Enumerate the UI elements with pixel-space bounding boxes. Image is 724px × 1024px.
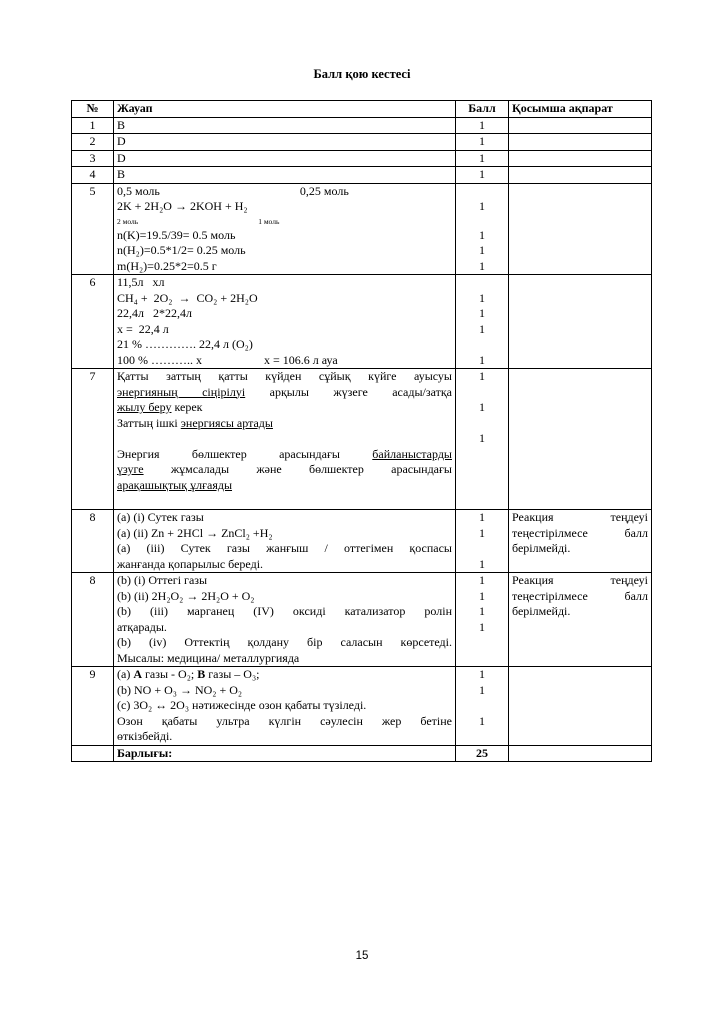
row-answer <box>114 275 456 369</box>
score-line: 1 <box>479 290 485 305</box>
answer-line: атқарады. <box>117 619 167 634</box>
page-title: Балл қою кестесі <box>313 67 411 81</box>
row-num: 6 <box>72 275 114 369</box>
score-line: 1 <box>479 556 485 571</box>
score-line: 1 <box>479 227 485 242</box>
row-score <box>456 667 509 746</box>
score-line: 1 <box>479 682 485 697</box>
answer-line <box>117 447 452 463</box>
row-answer <box>114 183 456 275</box>
answer-text: Заттың ішкі <box>117 415 181 430</box>
answer-text: жұмсалады және бөлшектер арасындағы <box>143 462 452 476</box>
answer-line: Қатты заттың қатты күйден сұйық күйге ауысуы <box>117 369 452 383</box>
row-extra <box>509 667 652 746</box>
answer-text: керек <box>171 400 203 414</box>
note-line: Реакция теңдеуі <box>512 573 648 587</box>
answer-text: энергиясы артады <box>180 415 273 430</box>
header-row <box>72 101 652 118</box>
total-score: 25 <box>456 745 509 762</box>
answer-text: B <box>197 667 206 681</box>
row-extra <box>509 150 652 167</box>
answer-text: газы – O₃; <box>205 667 260 681</box>
note-line: Реакция теңдеуі <box>512 510 648 524</box>
table-row <box>72 369 652 510</box>
row-answer <box>114 510 456 573</box>
answer-text: арақашықтық ұлғаяды <box>117 477 233 492</box>
table-row <box>72 510 652 573</box>
answer-text: 100 % ……….. х <box>117 352 202 367</box>
score-line: 1 <box>479 619 485 634</box>
row-answer: B <box>114 167 456 184</box>
total-num <box>72 745 114 762</box>
answer-line: 2K + 2H₂O → 2KOH + H₂ <box>117 199 248 213</box>
answer-line: (b) (i) Оттегі газы <box>117 573 208 587</box>
row-extra <box>509 510 652 573</box>
answer-text: 0,5 моль <box>117 183 160 198</box>
row-score <box>456 275 509 369</box>
answer-text: байланыстарды <box>372 446 452 461</box>
answer-line: CH₄ + 2O₂ → CO₂ + 2H₂O <box>117 290 258 305</box>
total-extra <box>509 745 652 762</box>
row-num: 1 <box>72 117 114 134</box>
row-num: 8 <box>72 573 114 667</box>
answer-line: жанғанда қопарылыс береді. <box>117 556 264 571</box>
answer-line: Озон қабаты ультра күлгін сәулесін жер бетіне <box>117 713 452 728</box>
answer-text: Энергия бөлшектер арасындағы <box>117 446 373 461</box>
row-answer <box>114 369 456 510</box>
answer-line: өткізбейді. <box>117 729 173 743</box>
answer-text: 2 моль <box>117 216 139 226</box>
score-table <box>71 100 652 762</box>
row-score: 1 <box>456 134 509 151</box>
answer-line: (a) (ii) Zn + 2HCl → ZnCl₂ +H₂ <box>117 525 273 540</box>
score-line: 1 <box>479 321 485 336</box>
answer-text: (a) <box>117 667 134 681</box>
row-answer <box>114 573 456 667</box>
answer-line: (b) (iii) марганец (IV) оксиді катализатор ролін <box>117 604 452 618</box>
row-extra <box>509 134 652 151</box>
answer-text: A <box>133 667 142 681</box>
answer-text: 1 моль <box>258 216 280 226</box>
row-num: 9 <box>72 667 114 746</box>
answer-line <box>117 400 452 416</box>
answer-line: (b) (iv) Оттектің қолдану бір саласын көрсетеді. <box>117 635 452 649</box>
row-answer <box>114 667 456 746</box>
answer-line: (c) 3O₂ ↔ 2O₃ нәтижесінде озон қабаты түзіледі. <box>117 698 367 712</box>
answer-line <box>117 353 452 369</box>
row-score <box>456 573 509 667</box>
answer-line: (a) (i) Сутек газы <box>117 510 204 524</box>
answer-line <box>117 462 452 478</box>
answer-text: х = 106.6 л ауа <box>264 352 338 367</box>
note-line: теңестірілмесе балл <box>512 588 648 603</box>
answer-line <box>117 184 452 200</box>
score-line: 1 <box>479 525 485 540</box>
row-score <box>456 510 509 573</box>
table-row <box>72 573 652 667</box>
row-extra <box>509 117 652 134</box>
table-row <box>72 117 652 134</box>
score-line: 1 <box>479 199 485 213</box>
table-row <box>72 667 652 746</box>
table-row <box>72 275 652 369</box>
score-line: 1 <box>479 573 485 587</box>
score-line: 1 <box>479 588 485 603</box>
table-row <box>72 134 652 151</box>
row-extra <box>509 369 652 510</box>
row-extra <box>509 275 652 369</box>
score-line: 1 <box>479 431 485 445</box>
answer-line <box>117 667 452 683</box>
row-answer: D <box>114 150 456 167</box>
answer-line: 21 % …………. 22,4 л (O₂) <box>117 337 253 351</box>
row-score <box>456 183 509 275</box>
table-row <box>72 167 652 184</box>
header-extra: Қосымша ақпарат <box>509 101 652 118</box>
answer-text: жылу беру <box>117 400 172 414</box>
row-extra <box>509 573 652 667</box>
score-line: 1 <box>479 400 485 414</box>
page-number: 15 <box>355 950 369 962</box>
score-line: 1 <box>479 369 485 383</box>
score-line: 1 <box>479 510 485 524</box>
score-line: 1 <box>479 667 485 681</box>
row-num: 3 <box>72 150 114 167</box>
score-line: 1 <box>479 352 485 367</box>
header-answer: Жауап <box>114 101 456 118</box>
answer-line: (b) (ii) 2H₂O₂ → 2H₂O + O₂ <box>117 588 255 603</box>
score-line: 1 <box>479 713 485 728</box>
row-score: 1 <box>456 150 509 167</box>
answer-text: газы - O₂; <box>142 667 198 681</box>
row-num: 4 <box>72 167 114 184</box>
row-extra <box>509 183 652 275</box>
row-answer: D <box>114 134 456 151</box>
row-score <box>456 369 509 510</box>
answer-line: (b) NO + O₃ → NO₂ + O₂ <box>117 682 243 697</box>
row-score: 1 <box>456 167 509 184</box>
answer-line: n(H₂)=0.5*1/2= 0.25 моль <box>117 243 246 257</box>
row-num: 8 <box>72 510 114 573</box>
note-line: теңестірілмесе балл <box>512 525 648 540</box>
row-answer: B <box>114 117 456 134</box>
answer-text: 0,25 моль <box>299 183 349 198</box>
answer-text: энергияның сіңірілуі <box>117 384 246 399</box>
table-row <box>72 183 652 275</box>
note-line: берілмейді. <box>512 604 571 618</box>
answer-line: n(K)=19.5/39= 0.5 моль <box>117 227 236 242</box>
answer-line: Мысалы: медицина/ металлургияда <box>117 650 300 665</box>
row-extra <box>509 167 652 184</box>
answer-text: арқылы жүзеге асады/затқа <box>245 384 452 399</box>
total-label: Барлығы: <box>114 745 456 762</box>
row-num: 7 <box>72 369 114 510</box>
total-row <box>72 745 652 762</box>
answer-line <box>117 478 452 494</box>
row-score: 1 <box>456 117 509 134</box>
score-line: 1 <box>479 306 485 320</box>
answer-line <box>117 215 452 228</box>
table-row <box>72 150 652 167</box>
row-num: 2 <box>72 134 114 151</box>
answer-line: (a) (iii) Сутек газы жанғыш / оттегімен қоспасы <box>117 541 452 555</box>
score-line: 1 <box>479 258 485 273</box>
answer-text: үзуге <box>117 462 144 476</box>
header-num: № <box>72 101 114 118</box>
score-line: 1 <box>479 604 485 618</box>
answer-line <box>117 385 452 401</box>
answer-line: х = 22,4 л <box>117 321 169 336</box>
answer-line: 22,4л 2*22,4л <box>117 306 192 320</box>
answer-line <box>117 416 452 432</box>
score-line: 1 <box>479 243 485 257</box>
answer-line: 11,5л хл <box>117 275 165 289</box>
header-score: Балл <box>456 101 509 118</box>
answer-line: m(H₂)=0.25*2=0.5 г <box>117 258 217 273</box>
row-num: 5 <box>72 183 114 275</box>
note-line: берілмейді. <box>512 541 571 555</box>
